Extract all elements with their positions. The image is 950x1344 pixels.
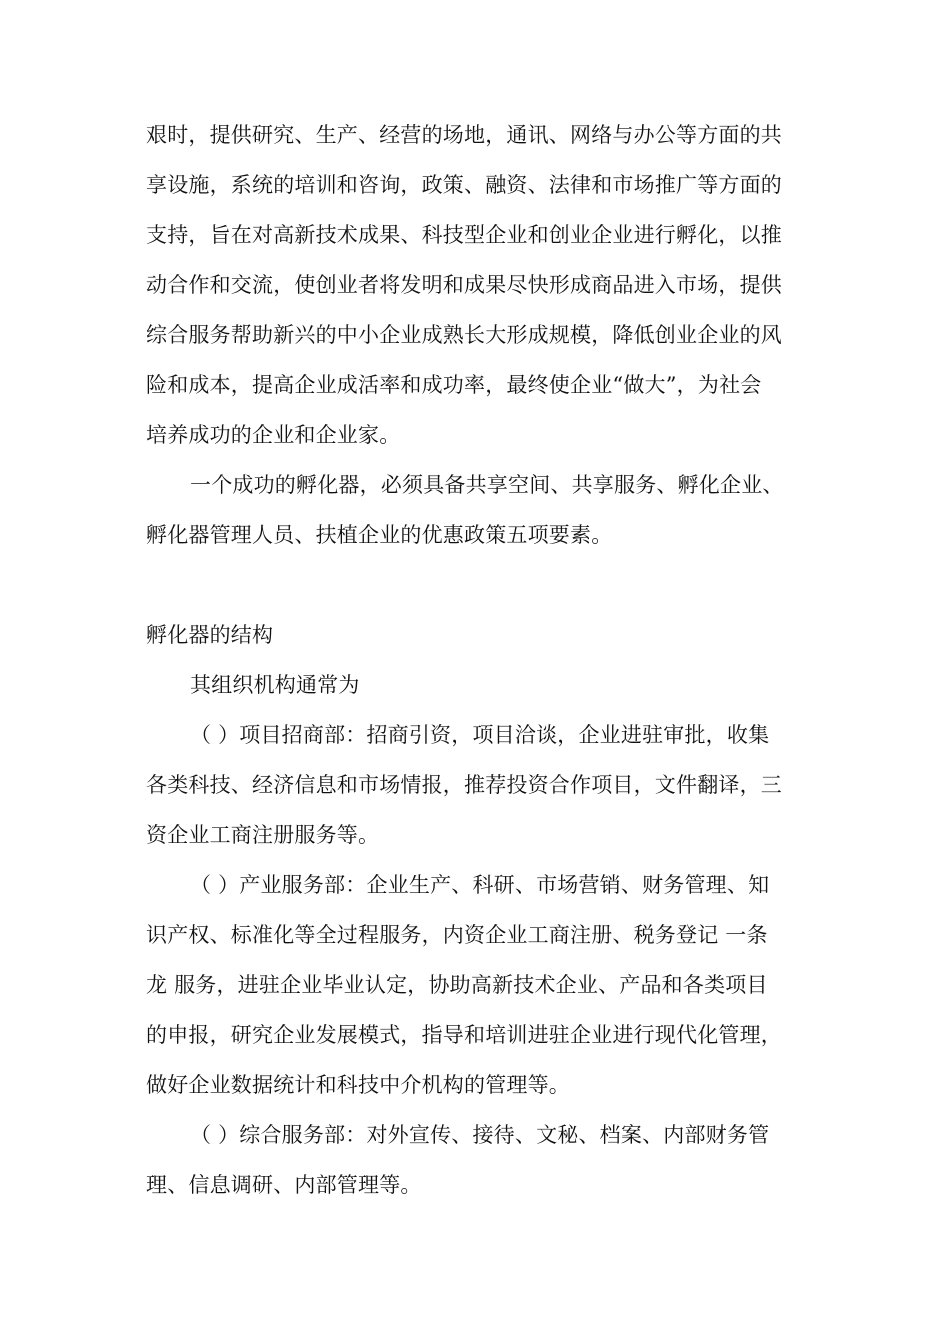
item2-line: 龙 服务，进驻企业毕业认定，协助高新技术企业、产品和各类项目 — [146, 973, 768, 997]
item3-line: 理、信息调研、内部管理等。 — [146, 1173, 422, 1197]
item2-line: 的申报，研究企业发展模式，指导和培训进驻企业进行现代化管理， — [146, 1023, 782, 1047]
para1-line: 培养成功的企业和企业家。 — [146, 423, 401, 447]
item3-line: （ ）综合服务部：对外宣传、接待、文秘、档案、内部财务管 — [190, 1123, 770, 1147]
para1-line: 动合作和交流，使创业者将发明和成果尽快形成商品进入市场，提供 — [146, 273, 782, 297]
item1-line: （ ）项目招商部：招商引资，项目洽谈，企业进驻审批，收集 — [190, 723, 770, 747]
para1-line: 艰时，提供研究、生产、经营的场地，通讯、网络与办公等方面的共 — [146, 123, 782, 147]
item2-line: 识产权、标准化等全过程服务，内资企业工商注册、税务登记 一条 — [146, 923, 768, 947]
item2-line: （ ）产业服务部：企业生产、科研、市场营销、财务管理、知 — [190, 873, 770, 897]
para2-line: 一个成功的孵化器，必须具备共享空间、共享服务、孵化企业、 — [190, 473, 784, 497]
para1-line: 综合服务帮助新兴的中小企业成熟长大形成规模，降低创业企业的风 — [146, 323, 782, 347]
section-heading: 孵化器的结构 — [146, 623, 274, 647]
para1-line: 享设施，系统的培训和咨询，政策、融资、法律和市场推广等方面的 — [146, 173, 782, 197]
item2-line: 做好企业数据统计和科技中介机构的管理等。 — [146, 1073, 570, 1097]
para1-line: 险和成本，提高企业成活率和成功率，最终使企业“做大”，为社会 — [146, 373, 762, 397]
para1-line: 支持，旨在对高新技术成果、科技型企业和创业企业进行孵化，以推 — [146, 223, 782, 247]
para2-line: 孵化器管理人员、扶植企业的优惠政策五项要素。 — [146, 523, 613, 547]
item1-line: 各类科技、经济信息和市场情报，推荐投资合作项目，文件翻译，三 — [146, 773, 782, 797]
item1-line: 资企业工商注册服务等。 — [146, 823, 380, 847]
section-intro: 其组织机构通常为 — [190, 673, 360, 697]
